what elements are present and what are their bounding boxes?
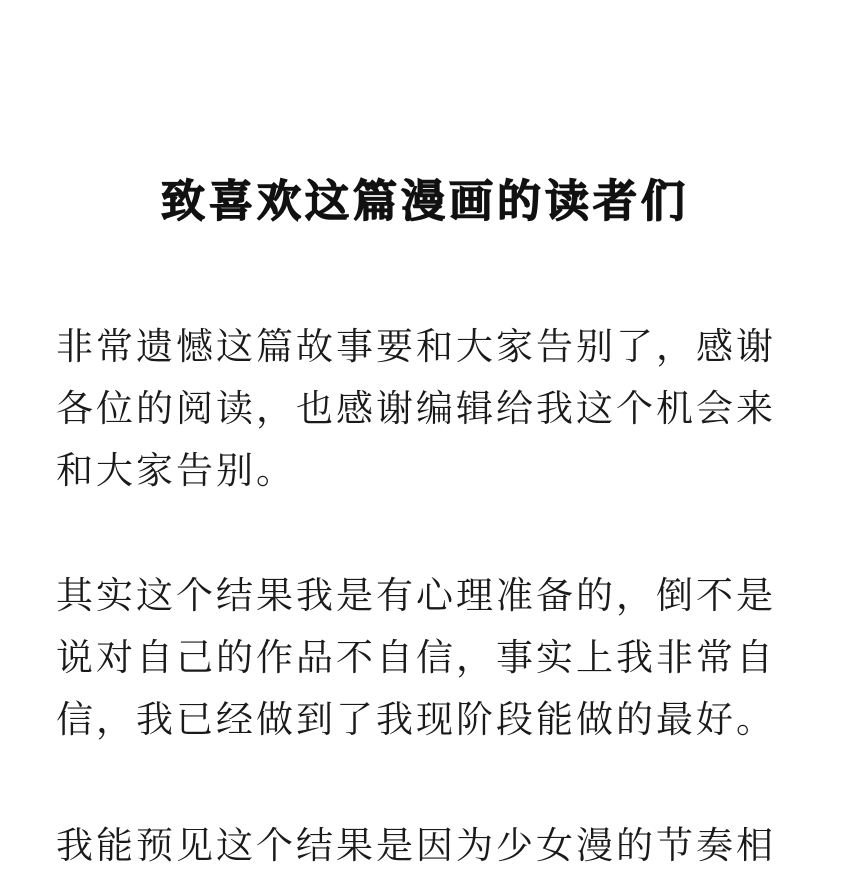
paragraph-line: 各位的阅读，也感谢编辑给我这个机会来 <box>56 387 776 430</box>
page-title: 致喜欢这篇漫画的读者们 <box>161 176 689 227</box>
paragraph-line: 非常遗憾这篇故事要和大家告别了，感谢 <box>56 325 776 368</box>
paragraph-line: 说对自己的作品不自信，事实上我非常自 <box>56 636 776 679</box>
paragraph-line: 我能预见这个结果是因为少女漫的节奏相 <box>56 824 776 867</box>
paragraph-3 <box>56 815 796 877</box>
paragraph-1 <box>56 316 796 502</box>
paragraph-line: 信，我已经做到了我现阶段能做的最好。 <box>56 698 776 741</box>
paragraph-2 <box>56 565 796 751</box>
paragraph-line: 和大家告别。 <box>56 449 296 492</box>
paragraph-line: 其实这个结果我是有心理准备的，倒不是 <box>56 574 776 617</box>
